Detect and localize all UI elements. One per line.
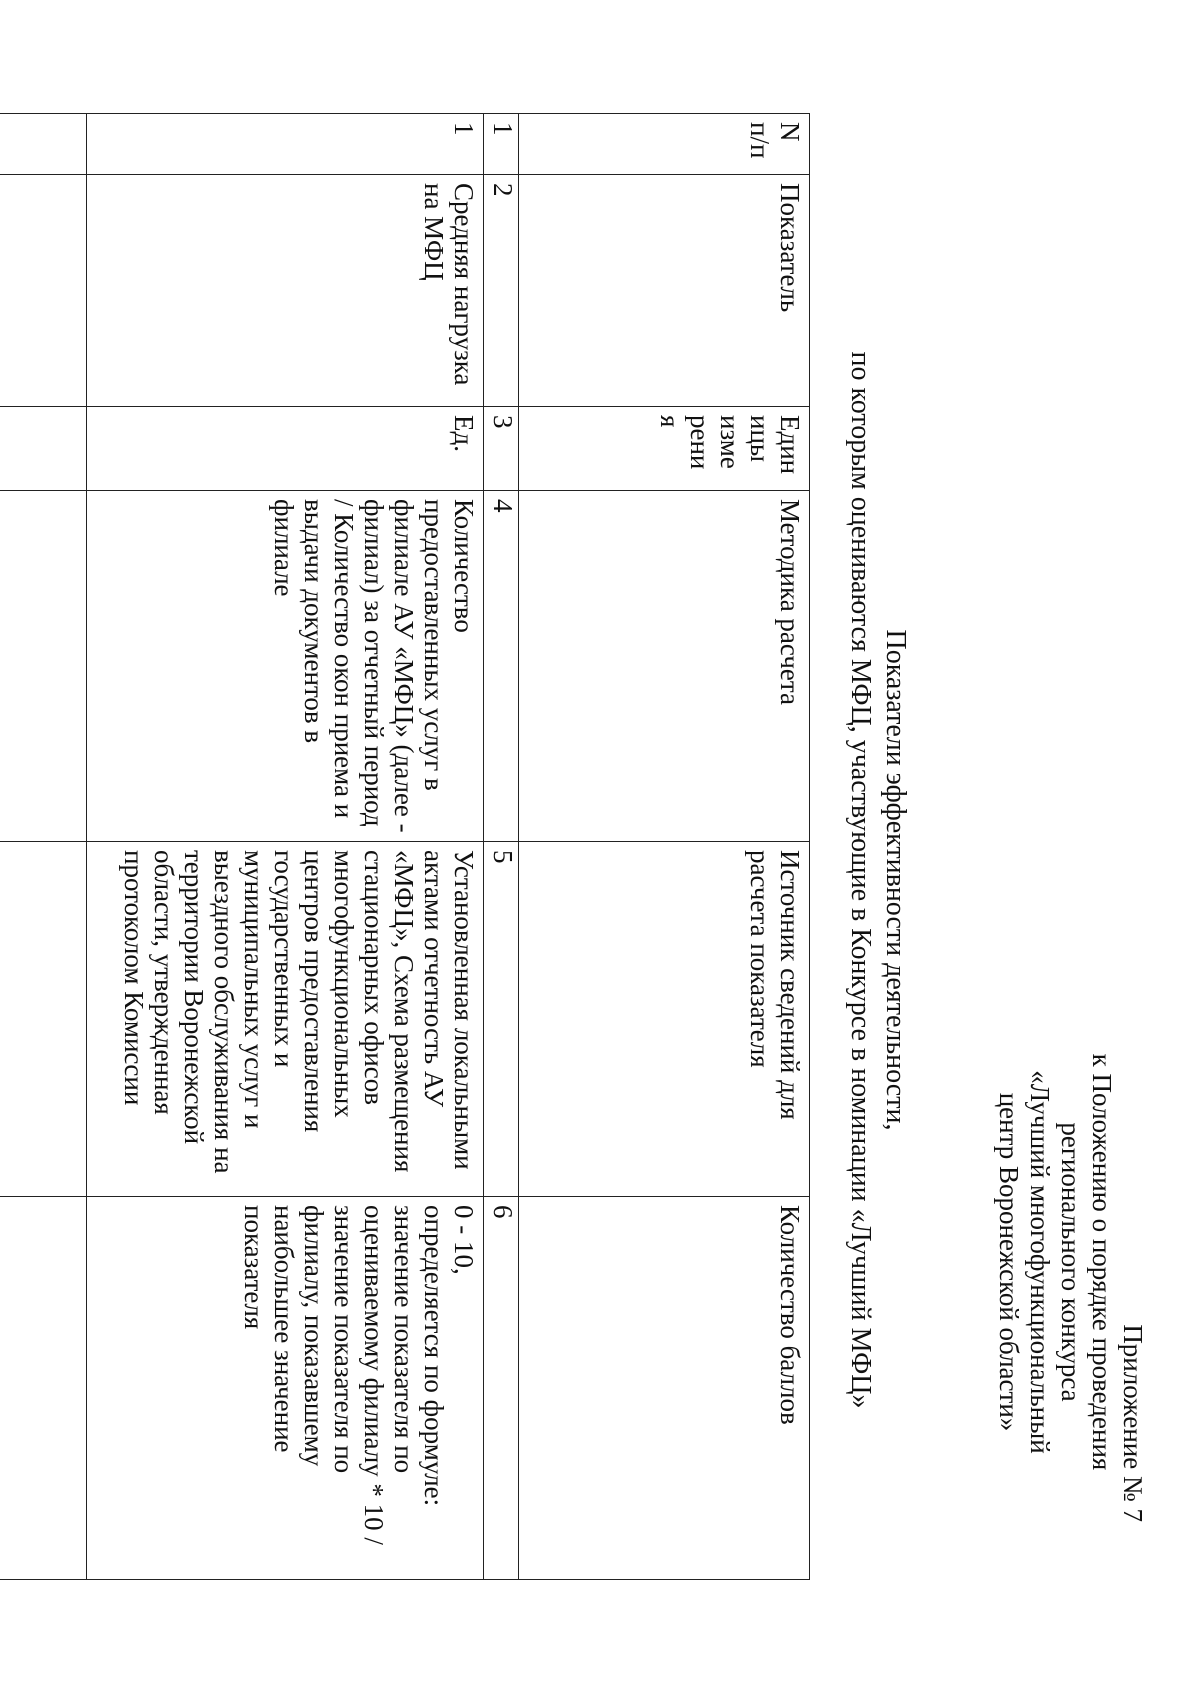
header-num: N п/п xyxy=(519,114,810,175)
column-number: 6 xyxy=(484,1197,519,1580)
appendix-line: «Лучший многофункциональный xyxy=(1025,1070,1055,1454)
header-points: Количество баллов xyxy=(519,1197,810,1580)
table-row-continuation xyxy=(0,114,87,1580)
column-number: 5 xyxy=(484,842,519,1197)
cell-points: 0 - 10, определяется по формуле: значение показателя по оцениваемому филиалу * 10 / значение показателя по филиалу, показавшему наибольшее значение показателя xyxy=(87,1197,484,1580)
document-title xyxy=(843,180,913,1580)
appendix-line: центр Воронежской области» xyxy=(994,1092,1024,1432)
title-line-1: Показатели эффективности деятельности, xyxy=(880,629,911,1131)
cell-method: Количество предоставленных услуг в филиале АУ «МФЦ» (далее - филиал) за отчетный период / Количество окон приема и выдачи документов в филиале xyxy=(87,491,484,842)
cell-source: Установленная локальными актами отчетность АУ «МФЦ», Схема размещения стационарных офисов многофункциональных центров предоставления государственных и муниципальных услуг и выездного обслуживания на территории Воронежской области, утвержденная протоколом Комиссии xyxy=(87,842,484,1197)
cell-unit: Ед. xyxy=(87,407,484,491)
appendix-line: регионального конкурса xyxy=(1056,1122,1086,1402)
appendix-line: Приложение № 7 xyxy=(1118,1324,1148,1522)
cell-indicator: Средняя нагрузка на МФЦ xyxy=(87,175,484,407)
appendix-header xyxy=(993,1002,1148,1522)
cell-num: 1 xyxy=(87,114,484,175)
table-row xyxy=(87,114,484,1580)
header-unit: Един ицы изме рени я xyxy=(519,407,810,491)
empty-cell xyxy=(0,491,87,842)
appendix-line: к Положению о порядке проведения xyxy=(1087,1053,1117,1471)
column-number-row xyxy=(484,114,519,1580)
empty-cell xyxy=(0,114,87,175)
header-source: Источник сведений для расчета показателя xyxy=(519,842,810,1197)
empty-cell xyxy=(0,842,87,1197)
column-number: 4 xyxy=(484,491,519,842)
title-line-2: по которым оцениваются МФЦ, участвующие в Конкурсе в номинации «Лучший МФЦ» xyxy=(845,351,876,1409)
table-header-row xyxy=(519,114,810,1580)
header-method: Методика расчета xyxy=(519,491,810,842)
empty-cell xyxy=(0,407,87,491)
column-number: 2 xyxy=(484,175,519,407)
empty-cell xyxy=(0,1197,87,1580)
indicators-table xyxy=(0,113,810,1580)
empty-cell xyxy=(0,175,87,407)
column-number: 1 xyxy=(484,114,519,175)
column-number: 3 xyxy=(484,407,519,491)
header-indicator: Показатель xyxy=(519,175,810,407)
